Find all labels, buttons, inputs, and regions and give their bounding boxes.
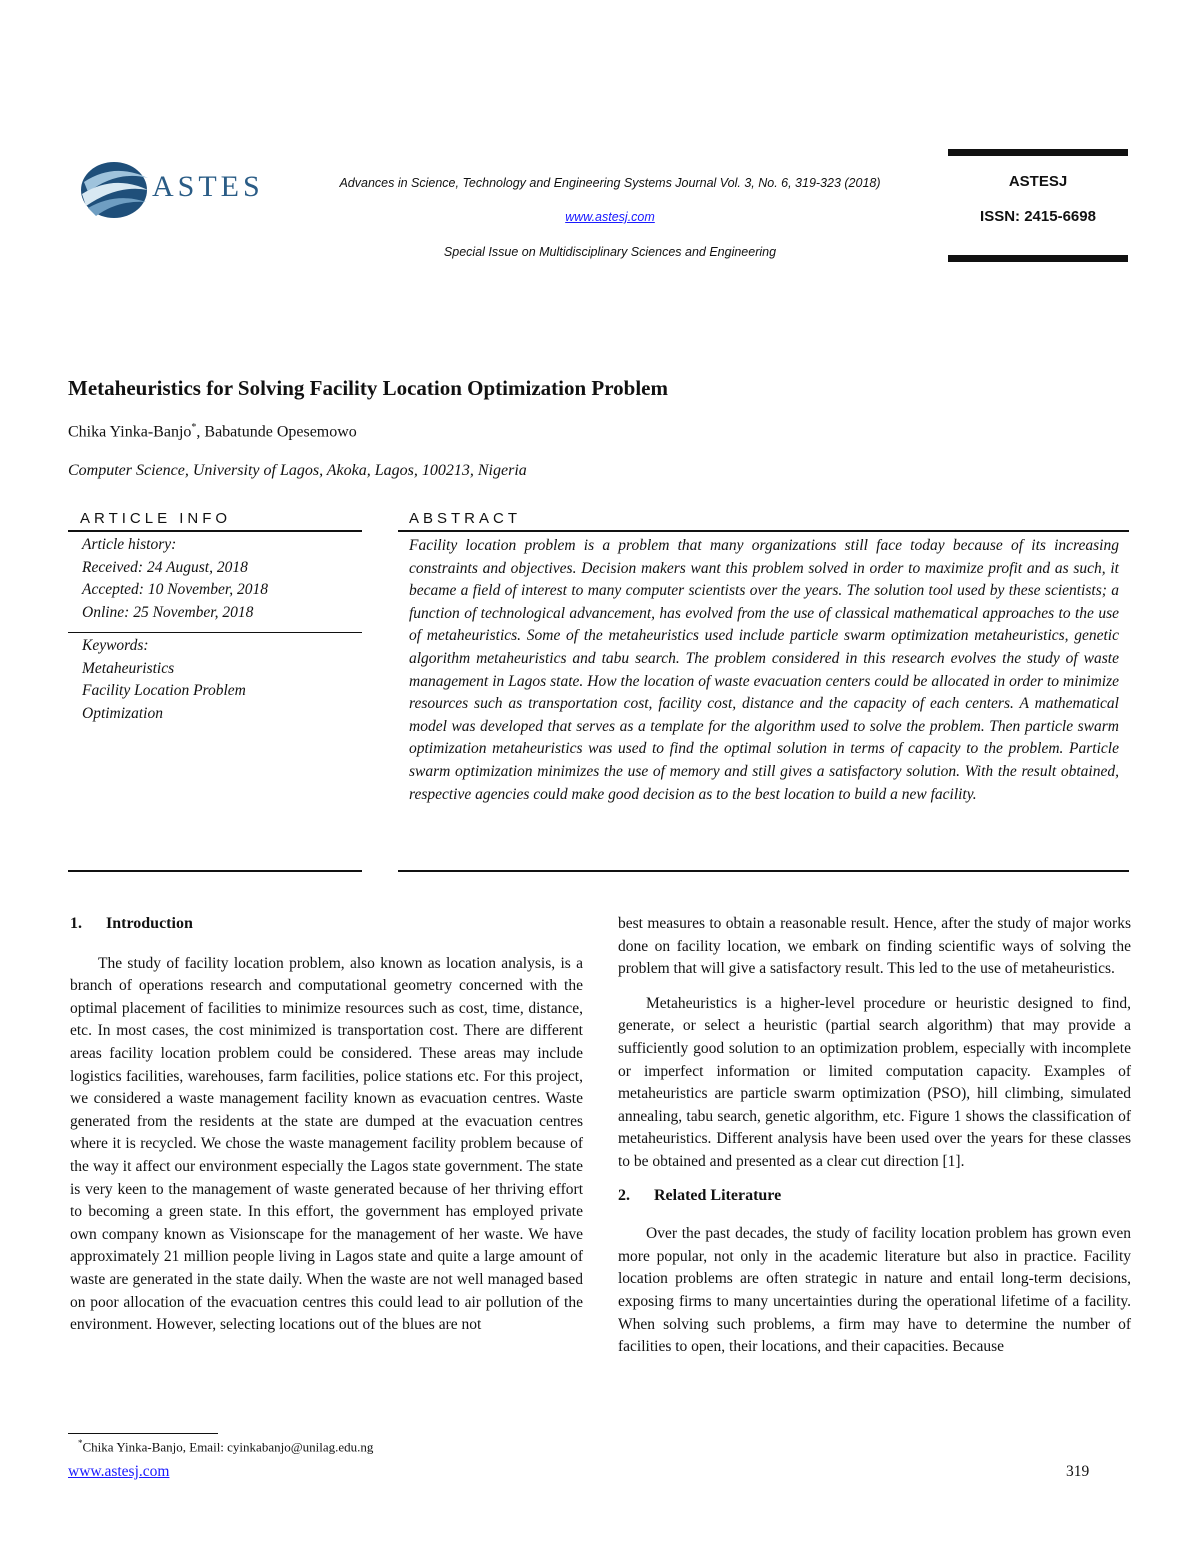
footnote-mark: * — [78, 1438, 83, 1448]
keywords — [82, 635, 246, 725]
history-label: Article history: — [82, 536, 177, 553]
related-literature-paragraph-1: Over the past decades, the study of facility location problem has grown even more popular, not only in the academic literature but also in practice. Facility location problems are often strategic in nature and entail long-term decisions, exposing firms to many uncertainties during the operational lifetime of a facility. When solving such problems, a firm may have to determine the number of facilities to open, their locations, and their capacities. Because — [618, 1225, 1131, 1356]
journal-citation: Advances in Science, Technology and Engineering Systems Journal Vol. 3, No. 6, 319-323 (2018) — [339, 176, 881, 190]
section-1-heading — [70, 913, 583, 936]
article-history — [82, 534, 268, 624]
keyword-item: Metaheuristics — [82, 659, 175, 677]
header-website-link[interactable]: www.astesj.com — [565, 210, 655, 224]
body-right-column — [618, 913, 1131, 1359]
abstract-rule — [398, 530, 1129, 532]
author-1: Chika Yinka-Banjo — [68, 423, 192, 441]
footer-website-link[interactable]: www.astesj.com — [68, 1463, 170, 1480]
keywords-rule — [68, 632, 362, 633]
section-2-number: 2. — [618, 1186, 630, 1204]
header-rule-top — [948, 149, 1128, 156]
special-issue: Special Issue on Multidisciplinary Sciences and Engineering — [443, 245, 777, 259]
keyword-item: Facility Location Problem — [82, 682, 246, 700]
journal-issn: ISSN: 2415-6698 — [980, 208, 1096, 225]
body-left-column — [70, 913, 583, 1337]
journal-brand: ASTESJ — [1008, 173, 1068, 190]
received-date: Received: 24 August, 2018 — [82, 558, 248, 576]
section-2-title: Related Literature — [654, 1186, 782, 1204]
astes-logo-swirl-icon — [78, 152, 150, 222]
author-mark: * — [191, 422, 197, 433]
footnote-rule — [68, 1433, 218, 1434]
article-info-rule — [68, 530, 362, 532]
keywords-label: Keywords: — [82, 637, 149, 654]
article-info-heading: ARTICLE INFO — [80, 510, 232, 527]
footnote-text: Chika Yinka-Banjo, Email: cyinkabanjo@unilag.edu.ng — [82, 1439, 374, 1455]
online-date: Online: 25 November, 2018 — [82, 603, 254, 621]
paper-affiliation: Computer Science, University of Lagos, Akoka, Lagos, 100213, Nigeria — [68, 462, 527, 479]
corresponding-author-footnote — [78, 1438, 373, 1455]
intro-paragraph-2: Metaheuristics is a higher-level procedure or heuristic designed to find, generate, or select a heuristic (partial search algorithm) that may provide a sufficiently good solution to an optimization problem, especially with incomplete or imperfect information or limited computation capacity. Examples of metaheuristics are particle swarm optimization (PSO), hill climbing, simulated annealing, tabu search, genetic algorithm, etc. Figure 1 shows the classification of metaheuristics. Different analysis have been used over the years for these classes to be obtained and presented as a clear cut direction [1]. — [618, 994, 1131, 1170]
accepted-date: Accepted: 10 November, 2018 — [82, 581, 268, 599]
section-1-number: 1. — [70, 915, 82, 932]
header-rule-bottom — [948, 255, 1128, 262]
article-info-bottom-rule — [68, 870, 362, 872]
paper-title: Metaheuristics for Solving Facility Location Optimization Problem — [68, 376, 668, 400]
section-2-heading — [618, 1185, 1131, 1208]
abstract-text: Facility location problem is a problem that many organizations still face today because of its increasing constraints and objectives. Decision makers want this problem solved in order to maximize profit and as such, it became a field of interest to many computer scientists over the years. The solution tool used by these scientists; a function of technological advancement, has evolved from the use of classical mathematical approaches to the use of metaheuristics. Some of the metaheuristics used include particle swarm optimization metaheuristics, genetic algorithm metaheuristics and tabu search. The problem considered in this research evolves the study of waste management in Lagos state. How the location of waste evacuation centers could be allocated in order to minimize resources such as transportation cost, facility cost, distance and the capacity of each centers. A mathematical model was developed that serves as a template for the algorithm used to solve the problem. Then particle swarm optimization metaheuristics was used to find the optimal solution in terms of capacity to the problem. Particle swarm optimization minimizes the use of memory and still gives a satisfactory solution. With the result obtained, respective agencies could make good decision as to the best location to build a new facility. — [409, 537, 1119, 803]
logo-wordmark: ASTES — [152, 170, 264, 203]
paper-authors — [68, 422, 357, 441]
keyword-item: Optimization — [82, 704, 163, 722]
astes-logo — [78, 152, 268, 222]
abstract-heading: ABSTRACT — [409, 510, 522, 527]
section-1-title: Introduction — [106, 915, 193, 932]
intro-paragraph-1: The study of facility location problem, also known as location analysis, is a branch of operations research and computational geometry concerned with the optimal placement of facilities to minimize resources such as cost, time, distance, etc. In most cases, the cost minimized is transportation cost. There are different areas facility location problem could be considered. These areas may include logistics facilities, warehouses, farm facilities, police stations etc. For this project, we considered a waste management facility known as evacuation centres. Waste generated from the residents at the state are dumped at the evacuation centres where it is recycled. We chose the waste management facility problem because of the way it affect our environment especially the Lagos state government. The state is very keen to the management of waste generated because of her thriving effort to becoming a green state. In this effort, the government has employed private own company known as Visionscape for the management of her waste. We have approximately 21 million people living in Lagos state and quite a large amount of waste are generated in the state daily. When the waste are not well managed based on poor allocation of the evacuation centres this could lead to air pollution of the environment. However, selecting locations out of the blues are not — [70, 954, 583, 1334]
abstract-bottom-rule — [398, 870, 1129, 872]
intro-paragraph-1-continued: best measures to obtain a reasonable result. Hence, after the study of major works done on facility location, we embark on finding scientific ways of solving the problem that will give a satisfactory result. This led to the use of metaheuristics. — [618, 915, 1131, 978]
header-website-row — [290, 210, 930, 224]
page-number: 319 — [1066, 1463, 1090, 1480]
author-2: , Babatunde Opesemowo — [196, 423, 357, 441]
